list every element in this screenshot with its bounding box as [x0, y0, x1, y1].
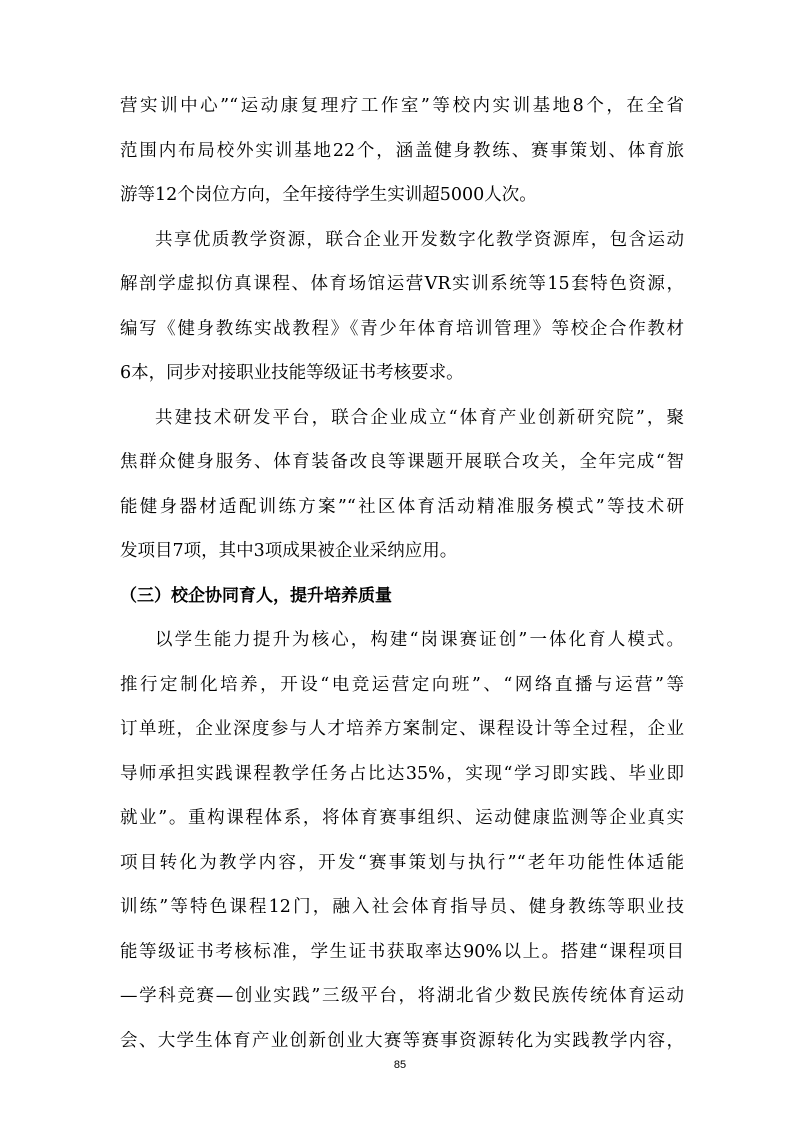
text-line: 营实训中心”“运动康复理疗工作室”等校内实训基地8个，在全省 [120, 96, 684, 116]
page-number: 85 [393, 1059, 407, 1071]
text-line: 推行定制化培养，开设“电竞运营定向班”、“网络直播与运营”等 [120, 674, 684, 695]
text-line: 能健身器材适配训练方案”“社区体育活动精准服务模式”等技术研 [120, 496, 684, 517]
text-line: 订单班，企业深度参与人才培养方案制定、课程设计等全过程，企业 [120, 719, 684, 739]
text-line: 编写《健身教练实战教程》《青少年体育培训管理》等校企合作教材 [120, 318, 684, 339]
text-line: 范围内布局校外实训基地22个，涵盖健身教练、赛事策划、体育旅 [120, 140, 684, 161]
text-line: 游等12个岗位方向，全年接待学生实训超5000人次。 [120, 185, 537, 205]
text-line: 能等级证书考核标准，学生证书获取率达90%以上。搭建“课程项目 [120, 941, 684, 962]
section-heading: （三）校企协同育人，提升培养质量 [120, 585, 392, 606]
paragraph-first-line: 共享优质教学资源，联合企业开发数字化教学资源库，包含运动 [155, 229, 684, 250]
document-body [120, 84, 684, 1063]
text-line: 会、大学生体育产业创新创业大赛等赛事资源转化为实践教学内容， [120, 1030, 684, 1051]
text-line: 焦群众健身服务、体育装备改良等课题开展联合攻关，全年完成“智 [120, 452, 684, 472]
text-line: 6本，同步对接职业技能等级证书考核要求。 [120, 363, 464, 383]
paragraph-first-line: 以学生能力提升为核心，构建“岗课赛证创”一体化育人模式。 [155, 630, 684, 650]
text-line: 项目转化为教学内容，开发“赛事策划与执行”“老年功能性体适能 [120, 852, 684, 873]
text-line: —学科竞赛—创业实践”三级平台，将湖北省少数民族传统体育运动 [120, 986, 684, 1006]
text-line: 解剖学虚拟仿真课程、体育场馆运营VR实训系统等15套特色资源， [120, 274, 684, 294]
text-line: 导师承担实践课程教学任务占比达35%，实现“学习即实践、毕业即 [120, 763, 684, 784]
text-line: 训练”等特色课程12门，融入社会体育指导员、健身教练等职业技 [120, 897, 684, 917]
paragraph-first-line: 共建技术研发平台，联合企业成立“体育产业创新研究院”，聚 [155, 407, 684, 428]
text-line: 就业”。重构课程体系，将体育赛事组织、运动健康监测等企业真实 [120, 808, 684, 828]
text-line: 发项目7项，其中3项成果被企业采纳应用。 [120, 541, 458, 561]
